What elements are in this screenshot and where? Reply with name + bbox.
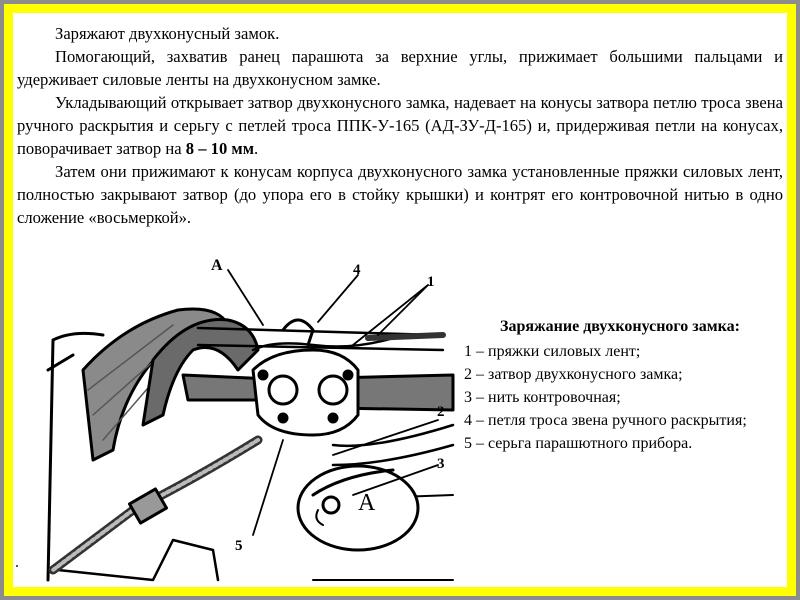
legend-item-5: 5 – серьга парашютного прибора. <box>464 435 693 452</box>
label-5: 5 <box>235 538 243 554</box>
paragraph-3-end: . <box>254 139 259 158</box>
lock-illustration <box>13 250 463 585</box>
legend-item-4: 4 – петля троса звена ручного раскрытия; <box>464 412 747 429</box>
figure-legend <box>464 315 776 455</box>
paragraph-3-bold-range: 8 – 10 мм <box>185 139 255 158</box>
instruction-text <box>17 22 783 229</box>
paragraph-2: Помогающий, захватив ранец парашюта за верхние углы, прижимает большими пальцами и удерживает силовые ленты на двухконусном замке. <box>17 47 783 89</box>
legend-item-2: 2 – затвор двухконусного замка; <box>464 366 683 383</box>
paragraph-3 <box>17 91 783 160</box>
cone-left <box>269 376 297 404</box>
legend-title: Заряжание двухконусного замка: <box>500 318 740 335</box>
label-2: 2 <box>437 404 445 420</box>
legend-item-1: 1 – пряжки силовых лент; <box>464 343 641 360</box>
label-4: 4 <box>353 262 361 278</box>
cable-loop <box>283 320 313 345</box>
paragraph-4: Затем они прижимают к конусам корпуса двухконусного замка установленные пряжки силовых лент, полностью закрывают затвор (до упора его в стойку крышки) и контрят его контровочной нитью в одно сложение «восьмеркой». <box>17 162 783 227</box>
corner-dot <box>16 565 18 567</box>
cone-right <box>319 376 347 404</box>
legend-item-3: 3 – нить контровочная; <box>464 389 621 406</box>
paragraph-3-text: Укладывающий открывает затвор двухконусного замка, надевает на конусы затвора петлю троса звена ручного раскрытия и серьгу с петлей троса ППК-У-165 (АД-ЗУ-Д-165) и, придерживая петли на конусах, поворачивает затвор на <box>17 93 783 158</box>
cable-right <box>368 335 443 338</box>
leader-4 <box>318 275 358 322</box>
paragraph-1: Заряжают двухконусный замок. <box>55 24 280 43</box>
label-3: 3 <box>437 456 445 472</box>
leader-5 <box>253 440 283 535</box>
label-a-top: А <box>211 257 223 274</box>
leader-a <box>228 270 263 325</box>
label-a-circle: А <box>358 490 376 516</box>
rod-lower <box>333 425 453 465</box>
label-1: 1 <box>427 274 435 290</box>
